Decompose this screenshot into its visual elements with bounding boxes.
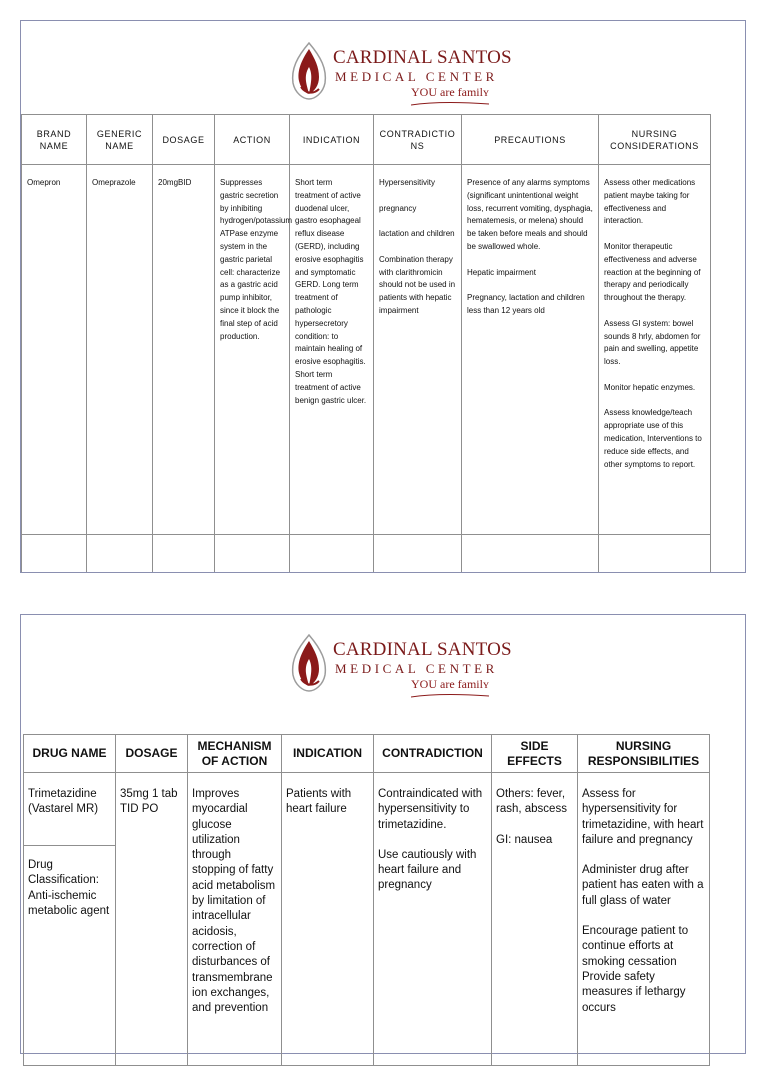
precaution-item: Pregnancy, lactation and children less than 12 years old xyxy=(467,293,585,315)
flame-logo-icon xyxy=(287,631,331,697)
contraindication-item: Combination therapy with clarithromicin should not be used in patients with hepatic impairment xyxy=(379,254,456,315)
header-mechanism: MECHANISM OF ACTION xyxy=(188,735,282,773)
document-page-2 xyxy=(20,614,746,1054)
document-page-1 xyxy=(20,20,746,573)
hospital-logo xyxy=(287,631,512,701)
header-contradiction: CONTRADICTION xyxy=(374,735,492,773)
header-indication: INDICATION xyxy=(282,735,374,773)
header-side-effects: SIDE EFFECTS xyxy=(492,735,578,773)
nursing-item: Monitor therapeutic effectiveness and adverse reaction at the beginning of therapy and periodically throughout the therapy. xyxy=(604,241,701,303)
contradiction-item: Use cautiously with heart failure and pregnancy xyxy=(378,848,477,892)
header-precautions: PRECAUTIONS xyxy=(462,115,599,165)
cell-dosage: 35mg 1 tab TID PO xyxy=(116,773,188,1066)
nursing-item: Encourage patient to continue efforts at smoking cessation xyxy=(582,925,689,968)
nursing-item: Assess knowledge/teach appropriate use of this medication, Interventions to reduce side effects, and other symptoms to report. xyxy=(604,408,702,469)
contraindication-item: lactation and children xyxy=(379,229,455,239)
contradiction-item: Contraindicated with hypersensitivity to trimetazidine. xyxy=(378,788,483,831)
logo-tagline: YOU are familʏ xyxy=(411,85,489,99)
header-nursing-responsibilities: NURSING RESPONSIBILITIES xyxy=(578,735,710,773)
header-dosage: DOSAGE xyxy=(116,735,188,773)
tagline-swoosh-icon xyxy=(411,693,489,699)
hospital-logo xyxy=(287,39,512,109)
precaution-item: Presence of any alarms symptoms (significant unintentional weight loss, recurrent vomiting, dysphagia, hematemesis, or melena) should be taken before meals and should be swallowed whole. xyxy=(467,178,593,251)
table-row xyxy=(24,773,710,846)
flame-logo-icon xyxy=(287,39,331,105)
table-header-row xyxy=(24,735,710,773)
nursing-item: Provide safety measures if lethargy occurs xyxy=(582,970,686,1014)
contraindication-item: Hypersensitivity xyxy=(379,178,436,187)
trimetazidine-drug-table xyxy=(23,734,710,1066)
logo-name: CARDINAL SANTOS xyxy=(333,639,512,660)
header-action: ACTION xyxy=(215,115,290,165)
logo-name: CARDINAL SANTOS xyxy=(333,47,512,68)
logo-subname: MEDICAL CENTER xyxy=(335,69,498,84)
cell-generic: Omeprazole xyxy=(87,165,153,535)
cell-drug-classification: Drug Classification: Anti-ischemic metabolic agent xyxy=(24,846,116,1066)
cell-contraindications xyxy=(374,165,462,535)
side-effect-item: GI: nausea xyxy=(496,833,553,846)
table-header-row xyxy=(22,115,711,165)
nursing-item: Administer drug after patient has eaten with a full glass of water xyxy=(582,864,704,907)
cell-dosage: 20mgBID xyxy=(153,165,215,535)
nursing-item: Monitor hepatic enzymes. xyxy=(604,382,696,392)
logo-tagline: YOU are familʏ xyxy=(411,677,489,691)
header-drug-name: DRUG NAME xyxy=(24,735,116,773)
omeprazole-drug-table xyxy=(21,114,711,572)
logo-subname: MEDICAL CENTER xyxy=(335,661,498,676)
cell-precautions xyxy=(462,165,599,535)
nursing-item: Assess for hypersensitivity for trimetazidine, with heart failure and pregnancy xyxy=(582,788,704,846)
header-generic-name: GENERIC NAME xyxy=(87,115,153,165)
cell-contradiction xyxy=(374,773,492,1066)
header-indication: INDICATION xyxy=(290,115,374,165)
precaution-item: Hepatic impairment xyxy=(467,267,536,277)
header-dosage: DOSAGE xyxy=(153,115,215,165)
nursing-item: Assess GI system: bowel sounds 8 hrly, abdomen for pain and swelling, appetite loss. xyxy=(604,318,701,367)
cell-drug-name: Trimetazidine (Vastarel MR) xyxy=(24,773,116,846)
cell-indication: Patients with heart failure xyxy=(282,773,374,1066)
tagline-swoosh-icon xyxy=(411,101,489,107)
nursing-item: Assess other medications patient maybe taking for effectiveness and interaction. xyxy=(604,178,696,226)
cell-mechanism: Improves myocardial glucose utilization through stopping of fatty acid metabolism by limitation of intracellular acidosis, correction of disturbances of transmembrane ion exchanges, and prevention xyxy=(188,773,282,1066)
cell-side-effects xyxy=(492,773,578,1066)
cell-action: Suppresses gastric secretion by inhibiting hydrogen/potassium ATPase enzyme system in the gastric parietal cell: characterize as a gastric acid pump inhibitor, since it block the final step of acid production. xyxy=(215,165,290,535)
cell-nursing-responsibilities xyxy=(578,773,710,1066)
header-nursing-considerations: NURSING CONSIDERATIONS xyxy=(599,115,711,165)
table-spacer-row xyxy=(22,535,711,572)
side-effect-item: Others: fever, rash, abscess xyxy=(496,788,567,816)
table-row xyxy=(22,165,711,535)
contraindication-item: pregnancy xyxy=(379,203,417,213)
header-brand-name: BRAND NAME xyxy=(22,115,87,165)
cell-nursing-considerations xyxy=(599,165,711,535)
cell-indication: Short term treatment of active duodenal ulcer, gastro esophageal reflux disease (GERD), including erosive esophagitis and symptomatic GERD. Long term treatment of pathologic hypersecretory condition: to maintain healing of erosive esophagitis. Short term treatment of active benign gastric ulcer. xyxy=(290,165,374,535)
header-contraindications: CONTRADICTIO NS xyxy=(374,115,462,165)
cell-brand: Omepron xyxy=(22,165,87,535)
